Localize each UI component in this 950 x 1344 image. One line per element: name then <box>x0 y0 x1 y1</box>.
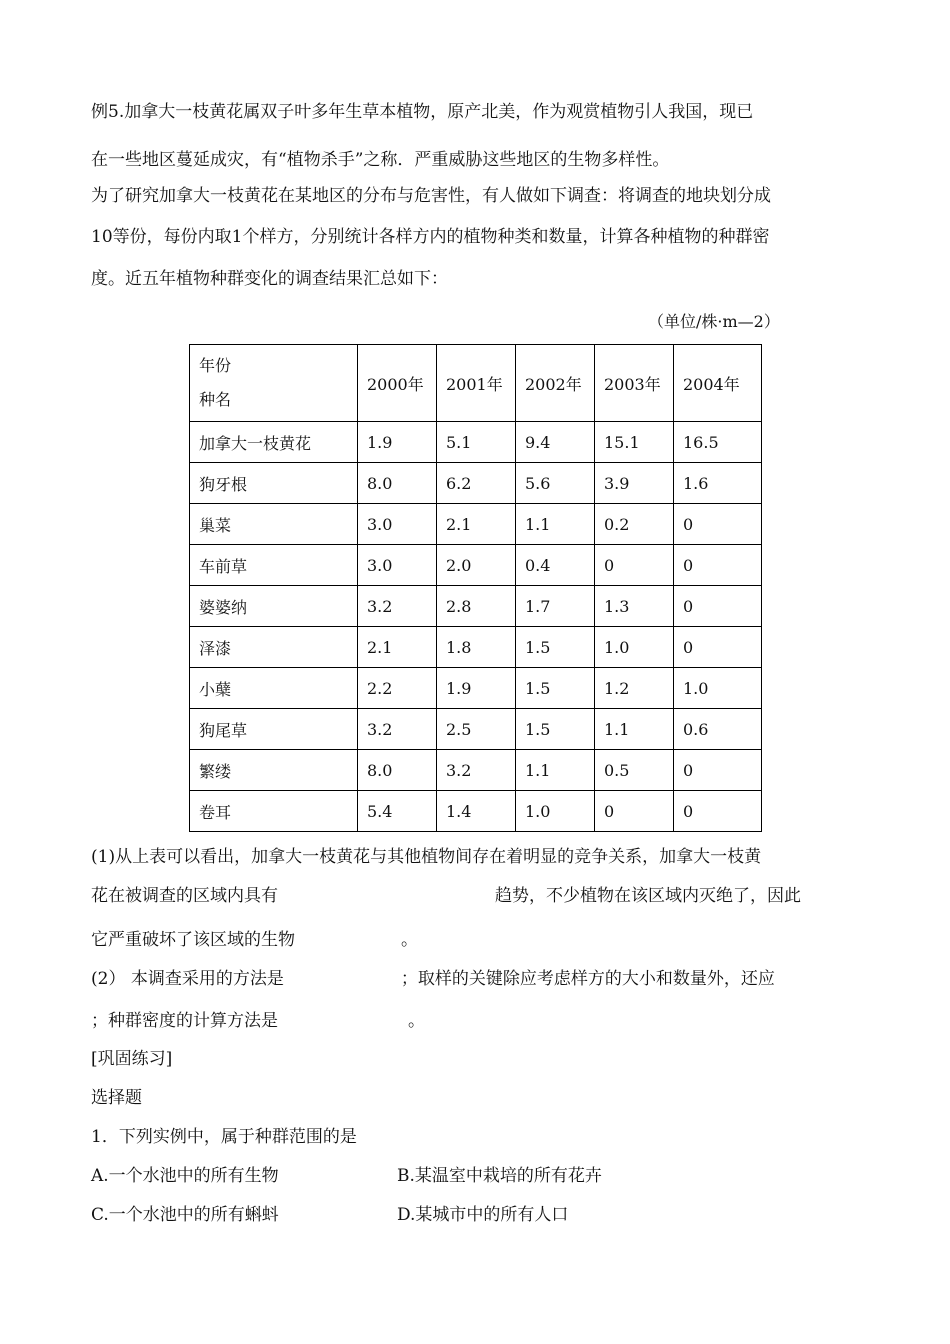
density-cell: 0.6 <box>674 709 762 750</box>
header-name-label: 种名 <box>199 390 232 409</box>
question-1-line-1: (1)从上表可以看出，加拿大一枝黄花与其他植物间存在着明显的竞争关系，加拿大一枝黄 <box>91 847 762 867</box>
question-2-text-d: 。 <box>408 1011 425 1031</box>
density-cell: 2.8 <box>437 586 516 627</box>
table-row <box>190 668 762 709</box>
density-cell: 2.0 <box>437 545 516 586</box>
question-1-text-a: 花在被调查的区域内具有 <box>91 886 278 906</box>
section-title: 选择题 <box>91 1088 142 1108</box>
density-cell: 0.5 <box>595 750 674 791</box>
density-cell: 1.0 <box>595 627 674 668</box>
density-cell: 8.0 <box>358 463 437 504</box>
density-cell: 1.9 <box>358 422 437 463</box>
header-year-label: 年份 <box>199 356 232 375</box>
density-cell: 0 <box>674 627 762 668</box>
question-2-line-1 <box>91 968 775 990</box>
species-name: 婆婆纳 <box>190 586 358 627</box>
species-name: 狗牙根 <box>190 463 358 504</box>
table-row <box>190 422 762 463</box>
table-row <box>190 750 762 791</box>
density-cell: 1.7 <box>516 586 595 627</box>
intro-line-2: 在一些地区蔓延成灾，有“植物杀手”之称．严重威胁这些地区的生物多样性。 <box>91 150 670 170</box>
population-density-table <box>189 344 762 832</box>
density-cell: 1.0 <box>516 791 595 832</box>
density-cell: 3.0 <box>358 504 437 545</box>
density-cell: 1.6 <box>674 463 762 504</box>
unit-label: （单位/株·m—2） <box>648 312 780 331</box>
question-1-text-c: 它严重破坏了该区域的生物 <box>91 930 295 950</box>
table-row <box>190 545 762 586</box>
density-cell: 1.1 <box>516 504 595 545</box>
table-row <box>190 586 762 627</box>
density-cell: 0.4 <box>516 545 595 586</box>
question-1-text-d: 。 <box>401 930 418 950</box>
density-cell: 1.5 <box>516 627 595 668</box>
density-cell: 3.2 <box>358 586 437 627</box>
year-header: 2001年 <box>437 345 516 422</box>
question-1-line-3 <box>91 929 418 951</box>
option-a: A.一个水池中的所有生物 <box>91 1166 279 1186</box>
density-cell: 2.5 <box>437 709 516 750</box>
density-cell: 5.4 <box>358 791 437 832</box>
option-b: B.某温室中栽培的所有花卉 <box>397 1166 602 1186</box>
density-cell: 6.2 <box>437 463 516 504</box>
species-name: 小蘖 <box>190 668 358 709</box>
density-cell: 1.8 <box>437 627 516 668</box>
density-cell: 1.2 <box>595 668 674 709</box>
intro-line-4: 10等份，每份内取1个样方，分别统计各样方内的植物种类和数量，计算各种植物的种群密 <box>91 227 770 247</box>
practice-heading: [巩固练习] <box>91 1049 173 1069</box>
density-cell: 0 <box>595 545 674 586</box>
species-name: 繁缕 <box>190 750 358 791</box>
density-cell: 0 <box>674 586 762 627</box>
density-cell: 0.2 <box>595 504 674 545</box>
density-cell: 3.2 <box>437 750 516 791</box>
density-cell: 3.9 <box>595 463 674 504</box>
species-name: 加拿大一枝黄花 <box>190 422 358 463</box>
intro-line-5: 度。近五年植物种群变化的调查结果汇总如下： <box>91 269 448 289</box>
species-name: 泽漆 <box>190 627 358 668</box>
density-cell: 1.3 <box>595 586 674 627</box>
density-cell: 2.1 <box>358 627 437 668</box>
density-cell: 16.5 <box>674 422 762 463</box>
year-header: 2004年 <box>674 345 762 422</box>
question-2-text-a: (2） 本调查采用的方法是 <box>91 969 284 989</box>
practice-question-1: 1．下列实例中，属于种群范围的是 <box>91 1127 357 1147</box>
species-name: 巢菜 <box>190 504 358 545</box>
density-cell: 2.1 <box>437 504 516 545</box>
density-cell: 15.1 <box>595 422 674 463</box>
density-cell: 0 <box>674 504 762 545</box>
option-c: C.一个水池中的所有蝌蚪 <box>91 1205 279 1225</box>
density-cell: 3.0 <box>358 545 437 586</box>
intro-line-3: 为了研究加拿大一枝黄花在某地区的分布与危害性，有人做如下调查：将调查的地块划分成 <box>91 186 771 206</box>
density-cell: 0 <box>674 750 762 791</box>
table-row <box>190 709 762 750</box>
density-cell: 0 <box>674 545 762 586</box>
question-1-text-b: 趋势，不少植物在该区域内灭绝了，因此 <box>495 886 801 906</box>
density-cell: 1.5 <box>516 668 595 709</box>
species-name: 卷耳 <box>190 791 358 832</box>
year-header: 2000年 <box>358 345 437 422</box>
density-cell: 5.1 <box>437 422 516 463</box>
intro-line-1: 例5.加拿大一枝黄花属双子叶多年生草本植物，原产北美，作为观赏植物引人我国，现已 <box>91 102 754 122</box>
table-row <box>190 504 762 545</box>
year-header: 2003年 <box>595 345 674 422</box>
density-cell: 1.5 <box>516 709 595 750</box>
density-cell: 5.6 <box>516 463 595 504</box>
density-cell: 1.1 <box>516 750 595 791</box>
density-cell: 0 <box>595 791 674 832</box>
question-1-line-2 <box>91 885 801 907</box>
option-d: D.某城市中的所有人口 <box>397 1205 569 1225</box>
year-header: 2002年 <box>516 345 595 422</box>
density-cell: 1.4 <box>437 791 516 832</box>
table-header-row <box>190 345 762 422</box>
density-cell: 9.4 <box>516 422 595 463</box>
question-2-text-c: ；种群密度的计算方法是 <box>91 1011 278 1031</box>
table-row <box>190 627 762 668</box>
density-cell: 0 <box>674 791 762 832</box>
table-row <box>190 791 762 832</box>
question-2-line-2 <box>91 1010 425 1032</box>
question-2-text-b: ；取样的关键除应考虑样方的大小和数量外，还应 <box>400 969 775 989</box>
species-name: 狗尾草 <box>190 709 358 750</box>
density-cell: 1.0 <box>674 668 762 709</box>
density-cell: 8.0 <box>358 750 437 791</box>
table-row <box>190 463 762 504</box>
density-cell: 1.1 <box>595 709 674 750</box>
density-cell: 2.2 <box>358 668 437 709</box>
table-corner-header <box>190 345 358 422</box>
species-name: 车前草 <box>190 545 358 586</box>
density-cell: 3.2 <box>358 709 437 750</box>
density-cell: 1.9 <box>437 668 516 709</box>
